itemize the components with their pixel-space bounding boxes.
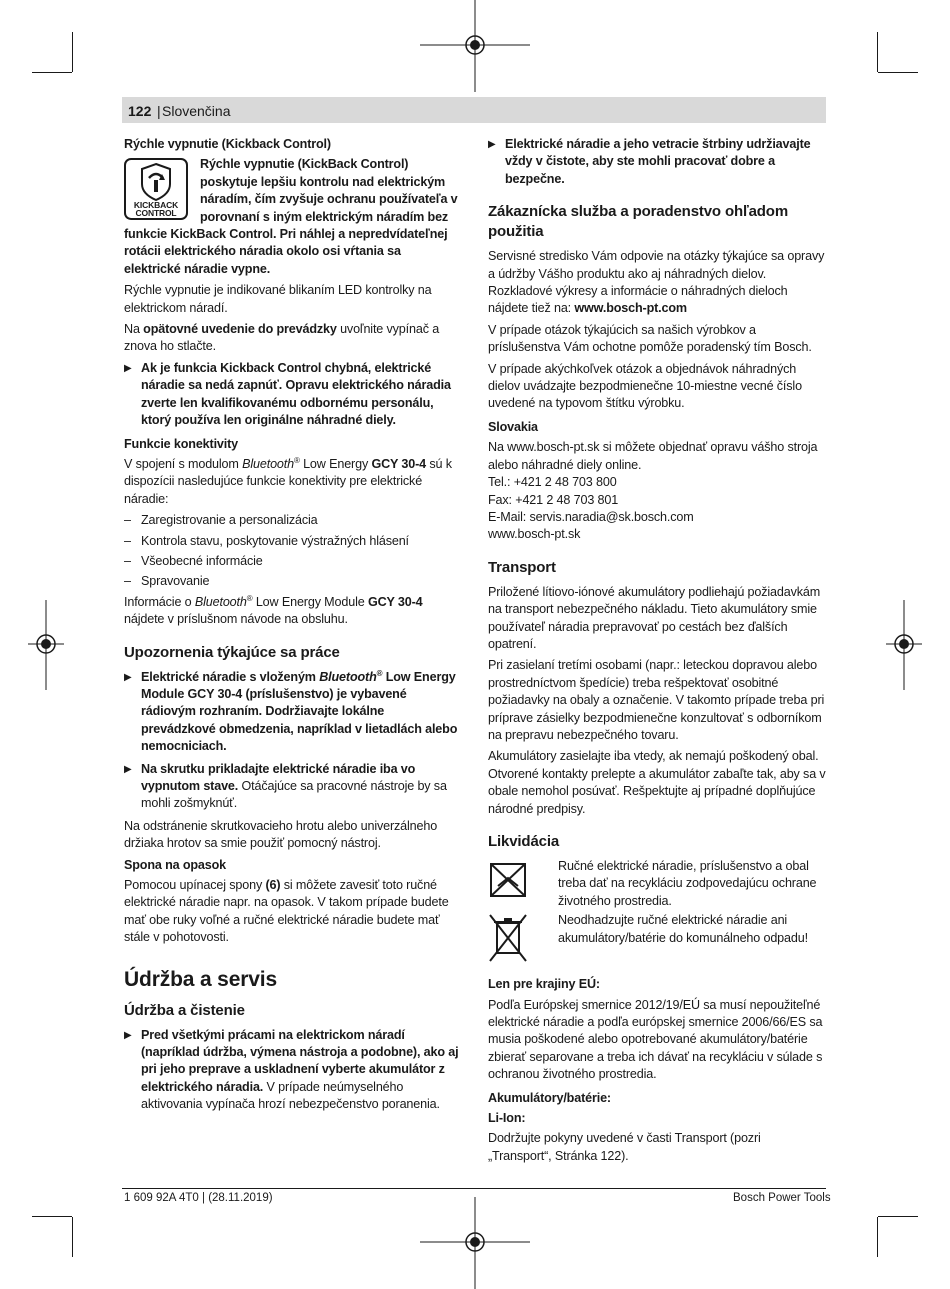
service-text-2: V prípade otázok týkajúcich sa našich výrobkov a príslušenstva Vám ochotne pomôže poradenský tím Bosch. (488, 322, 812, 355)
connectivity-title: Funkcie konektivity (124, 436, 239, 451)
bullet-arrow-icon: ▶ (124, 671, 132, 683)
service-text-3: V prípade akýchkoľvek otázok a objednávok náhradných dielov uvádzajte bezpodmienečne 10-miestne vecné číslo uvedené na typovom štítku výrobku. (488, 361, 802, 411)
li-ion-text: Dodržujte pokyny uvedené v časti Transport (pozri „Transport“, Stránka 122). (488, 1131, 761, 1163)
bullet-arrow-icon: ▶ (488, 139, 496, 150)
left-column (124, 136, 460, 1119)
transport-text-2: Pri zasielaní tretími osobami (napr.: leteckou dopravou alebo prostredníctvom špedície) treba rešpektovať osobitné požiadavky na obaly a označenie. V takomto prípade treba pri príprave zásielky bezpodmienečne konzultovať s odborníkom na prepravu nebezpečného tovaru. (488, 658, 825, 742)
list-item: – Všeobecné informácie (124, 553, 263, 568)
bluetooth-warning-bullet: ▶ Elektrické náradie s vloženým Bluetooth® Low Energy Module GCY 30-4 (príslušenstvo) je vybavené rádiovým rozhraním. Dodržiavajte lokálne prevádzkové obmedzenia, napríklad v lietadlách alebo nemocniciach. (124, 668, 458, 754)
kickback-title: Rýchle vypnutie (Kickback Control) (124, 137, 331, 151)
li-ion-title: Li-Ion: (488, 1111, 526, 1126)
vents-clean-bullet: ▶ Elektrické náradie a jeho vetracie štrbiny udržiavajte vždy v čistote, aby ste mohli pracovať dobre a bezpečne. (488, 137, 811, 186)
list-item: – Zaregistrovanie a personalizácia (124, 513, 318, 528)
contact-line: Na www.bosch-pt.sk si môžete objednať opravu vášho stroja alebo náhradné diely online. (488, 440, 818, 472)
eu-text: Podľa Európskej smernice 2012/19/EÚ sa musí nepoužiteľné elektrické náradie a podľa európskej smernice 2006/66/ES sa musia poškodené alebo opotrebované akumulátory/batérie zbierať separovane a treba ich dávať na recykláciu v súlade s ochranou životného prostredia. (488, 997, 823, 1082)
contact-website: www.bosch-pt.sk (488, 527, 581, 542)
transport-title: Transport (488, 558, 556, 576)
connectivity-intro: V spojení s modulom Bluetooth® Low Energy GCY 30-4 sú k dispozícii nasledujúce funkcie konektivity pre elektrické náradie: (124, 455, 452, 506)
crop-mark (72, 1217, 73, 1257)
connectivity-info: Informácie o Bluetooth® Low Energy Module GCY 30-4 nájdete v príslušnom návode na obsluhu. (124, 593, 423, 627)
maintenance-title: Údržba a servis (124, 967, 277, 991)
registration-mark-icon (886, 600, 922, 690)
service-text-1: Servisné stredisko Vám odpovie na otázky týkajúce sa opravy a údržby Vášho produktu ako aj náhradných dielov. Rozkladové výkresy a informácie o náhradných dieloch nájdete tiež na: www.bosch-pt.com (488, 249, 825, 316)
recycle-packaging-icon (488, 858, 528, 902)
transport-text-1: Priložené lítiovo-iónové akumulátory podliehajú požiadavkám na transport nebezpečného nákladu. Tieto akumulátory smie používateľ náradia prepravovať po cestách bez ďalších opatrení. (488, 584, 821, 651)
crop-mark (878, 1216, 918, 1217)
kickback-led-text: Rýchle vypnutie je indikované blikaním LED kontrolky na elektrickom náradí. (124, 283, 432, 315)
screw-warning-bullet: ▶ Na skrutku prikladajte elektrické náradie iba vo vypnutom stave. Otáčajúce sa pracovné nástroje by sa mohli zošmyknúť. (124, 761, 447, 811)
right-column (488, 136, 826, 1169)
customer-service-title: Zákaznícka služba a poradenstvo ohľadom použitia (488, 203, 789, 241)
kickback-icon-text-2: CONTROL (135, 208, 177, 219)
registration-mark-icon (420, 1197, 530, 1289)
list-item: – Spravovanie (124, 574, 210, 589)
crop-mark (877, 1217, 878, 1257)
disposal-text-2: Neodhadzujte ručné elektrické náradie ani akumulátory/batérie do komunálneho odpadu! (558, 913, 808, 945)
registration-mark-icon (420, 0, 530, 92)
disposal-recycle-row (488, 858, 826, 910)
footer-rule (122, 1188, 826, 1189)
contact-phone: Tel.: +421 2 48 703 800 (488, 475, 617, 490)
footer-doc-id: 1 609 92A 4T0 | (28.11.2019) (124, 1192, 273, 1204)
crossed-bin-icon (488, 912, 528, 964)
bullet-arrow-icon: ▶ (124, 362, 132, 374)
kickback-text: Rýchle vypnutie (KickBack Control) poskytuje lepšiu kontrolu nad elektrickým náradím, čím zvyšuje ochranu používateľa v porovnaní s iným elektrickým náradím bez funkcie KickBack Control. Pri náhlej a nepredvídateľnej rotácii elektrického náradia okolo osi vŕtania sa elektrické náradie vypne. (124, 157, 458, 276)
transport-text-3: Akumulátory zasielajte iba vtedy, ak nemajú poškodený obal. Otvorené kontakty prelepte a akumulátor zabaľte tak, aby sa v obale nemohol posúvať. Rešpektujte aj prípadné doplňujúce národné predpisy. (488, 749, 826, 816)
kickback-warning-bullet: ▶ Ak je funkcia Kickback Control chybná, elektrické náradie sa nedá zapnúť. Opravu elektrického náradia zverte len kvalifikovanému odbornému personálu, ktorý používa len originálne náhradné diely. (124, 360, 451, 428)
crop-mark (877, 32, 878, 72)
header-language: Slovenčina (162, 103, 231, 119)
kickback-control-icon (124, 158, 188, 220)
country-title: Slovakia (488, 419, 538, 434)
contact-fax: Fax: +421 2 48 703 801 (488, 492, 619, 507)
list-item: – Kontrola stavu, poskytovanie výstražných hlásení (124, 533, 409, 548)
kickback-restart-text: Na opätovné uvedenie do prevádzky uvoľnite vypínač a znova ho stlačte. (124, 322, 440, 354)
crop-mark (72, 32, 73, 72)
header-separator: | (157, 103, 161, 119)
disposal-text-1: Ručné elektrické náradie, príslušenstvo a obal treba dať na recykláciu zodpovedajúcu ochrane životného prostredia. (558, 859, 817, 908)
disposal-waste-row (488, 912, 826, 964)
cleaning-warning-bullet: ▶ Pred všetkými prácami na elektrickom náradí (napríklad údržba, výmena nástroja a podobne), ako aj pri jeho preprave a uskladnení vyberte akumulátor z elektrického náradia. V prípade neúmyselného aktivovania vypínača hrozí nebezpečenstvo poranenia. (124, 1027, 459, 1112)
bullet-arrow-icon: ▶ (124, 1029, 132, 1041)
crop-mark (32, 72, 72, 73)
kickback-icon-text-1: KICKBACK (133, 200, 179, 211)
belt-clip-text: Pomocou upínacej spony (6) si môžete zavesiť toto ručné elektrické náradie napr. na opasok. V takom prípade budete mať obe ruky voľné a ručné elektrické náradie budete mať stále v pohotovosti. (124, 878, 449, 945)
bullet-arrow-icon: ▶ (124, 763, 132, 775)
work-note-text: Na odstránenie skrutkovacieho hrotu alebo univerzálneho držiaka hrotov sa smie použiť pomocný nástroj. (124, 818, 438, 851)
contact-email: E-Mail: servis.naradia@sk.bosch.com (488, 509, 694, 524)
registration-mark-icon (28, 600, 64, 690)
belt-clip-title: Spona na opasok (124, 857, 227, 872)
crop-mark (878, 72, 918, 73)
eu-only-title: Len pre krajiny EÚ: (488, 977, 600, 992)
batteries-title: Akumulátory/batérie: (488, 1090, 611, 1105)
work-notes-title: Upozornenia týkajúce sa práce (124, 643, 340, 661)
page-number: 122 (128, 103, 152, 119)
footer-brand: Bosch Power Tools (733, 1192, 831, 1204)
disposal-title: Likvidácia (488, 833, 560, 850)
cleaning-title: Údržba a čistenie (124, 1001, 245, 1019)
crop-mark (32, 1216, 72, 1217)
